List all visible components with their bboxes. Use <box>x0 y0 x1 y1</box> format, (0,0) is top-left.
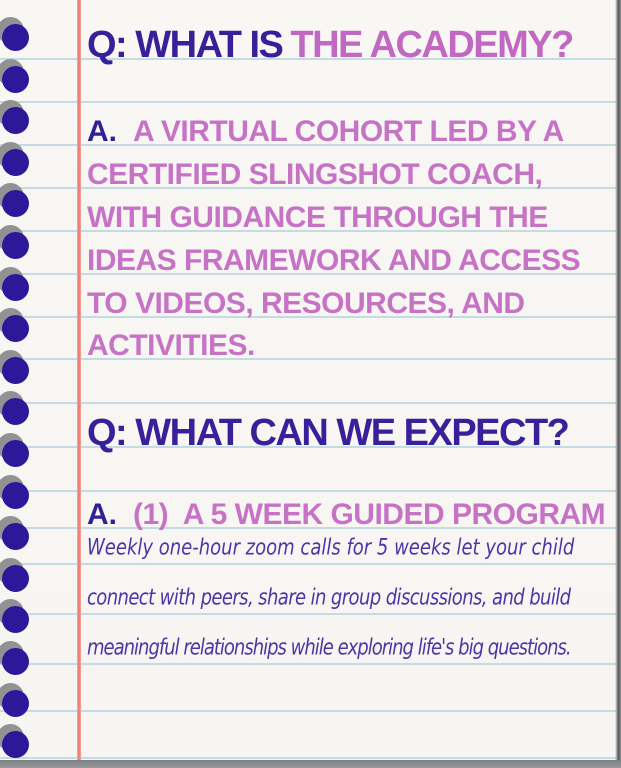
page-edge-right <box>615 0 621 768</box>
binder-hole-icon <box>0 100 34 136</box>
ruled-line <box>0 757 616 759</box>
binder-hole-punch <box>2 232 29 259</box>
answer-2-detail-line: meaningful relationships while exploring life's big questions. <box>87 634 571 661</box>
answer-2-heading-row <box>87 500 605 530</box>
ruled-line <box>0 613 616 615</box>
binder-hole-punch <box>2 565 29 592</box>
answer-2-detail-line: connect with peers, share in group discussions, and build <box>87 584 571 611</box>
binder-hole-punch <box>2 482 29 509</box>
binder-hole-punch <box>2 523 29 550</box>
answer-1-line: WITH GUIDANCE THROUGH THE <box>87 201 548 234</box>
binder-hole-punch <box>2 648 29 675</box>
answer-1-line: IDEAS FRAMEWORK AND ACCESS <box>87 244 581 277</box>
binder-hole-icon <box>0 599 34 635</box>
answer-1-line: ACTIVITIES. <box>87 329 255 362</box>
binder-hole-punch <box>2 274 29 301</box>
binder-hole-icon <box>0 59 34 95</box>
answer-1-line-text: A VIRTUAL COHORT LED BY A <box>133 115 564 148</box>
answer-1-line: CERTIFIED SLINGSHOT COACH, <box>87 158 543 191</box>
binder-hole-icon <box>0 17 34 53</box>
binder-hole-icon <box>0 350 34 386</box>
binder-hole-icon <box>0 142 34 178</box>
binder-hole-icon <box>0 516 34 552</box>
binder-hole-punch <box>2 107 29 134</box>
binder-hole-punch <box>2 440 29 467</box>
ruled-line <box>0 663 616 665</box>
question-2: Q: WHAT CAN WE EXPECT? <box>87 412 569 454</box>
answer-1-prefix: A. <box>87 115 117 148</box>
question-1-highlight-text: THE ACADEMY? <box>290 24 573 66</box>
ruled-line <box>0 710 616 712</box>
binder-hole-punch <box>2 149 29 176</box>
binder-hole-punch <box>2 690 29 717</box>
binder-hole-punch <box>2 731 29 758</box>
binder-hole-icon <box>0 683 34 719</box>
binder-hole-icon <box>0 183 34 219</box>
binder-hole-punch <box>2 606 29 633</box>
binder-hole-icon <box>0 558 34 594</box>
margin-line <box>77 0 81 761</box>
binder-hole-icon <box>0 225 34 261</box>
ruled-line <box>0 563 616 565</box>
page-edge-bottom <box>0 760 621 768</box>
binder-hole-icon <box>0 724 34 760</box>
ruled-line <box>0 402 616 404</box>
binder-hole-icon <box>0 308 34 344</box>
question-1 <box>87 26 573 64</box>
binder-hole-punch <box>2 24 29 51</box>
answer-2-detail-line: Weekly one-hour zoom calls for 5 weeks let your child <box>87 534 575 561</box>
binder-hole-icon <box>0 475 34 511</box>
binder-hole-punch <box>2 315 29 342</box>
answer-1-line <box>87 117 564 147</box>
binder-hole-punch <box>2 66 29 93</box>
binder-hole-icon <box>0 641 34 677</box>
answer-2-heading-text: (1) A 5 WEEK GUIDED PROGRAM <box>133 498 606 531</box>
binder-hole-icon <box>0 391 34 427</box>
binder-hole-punch <box>2 190 29 217</box>
question-1-dark-text: Q: WHAT IS <box>87 24 283 66</box>
binder-hole-punch <box>2 398 29 425</box>
ruled-line <box>0 490 616 492</box>
ruled-line <box>0 101 616 103</box>
binder-hole-icon <box>0 267 34 303</box>
binder-hole-punch <box>2 357 29 384</box>
binder-hole-icon <box>0 433 34 469</box>
answer-1-line: TO VIDEOS, RESOURCES, AND <box>87 287 525 320</box>
answer-2-prefix: A. <box>87 498 117 531</box>
